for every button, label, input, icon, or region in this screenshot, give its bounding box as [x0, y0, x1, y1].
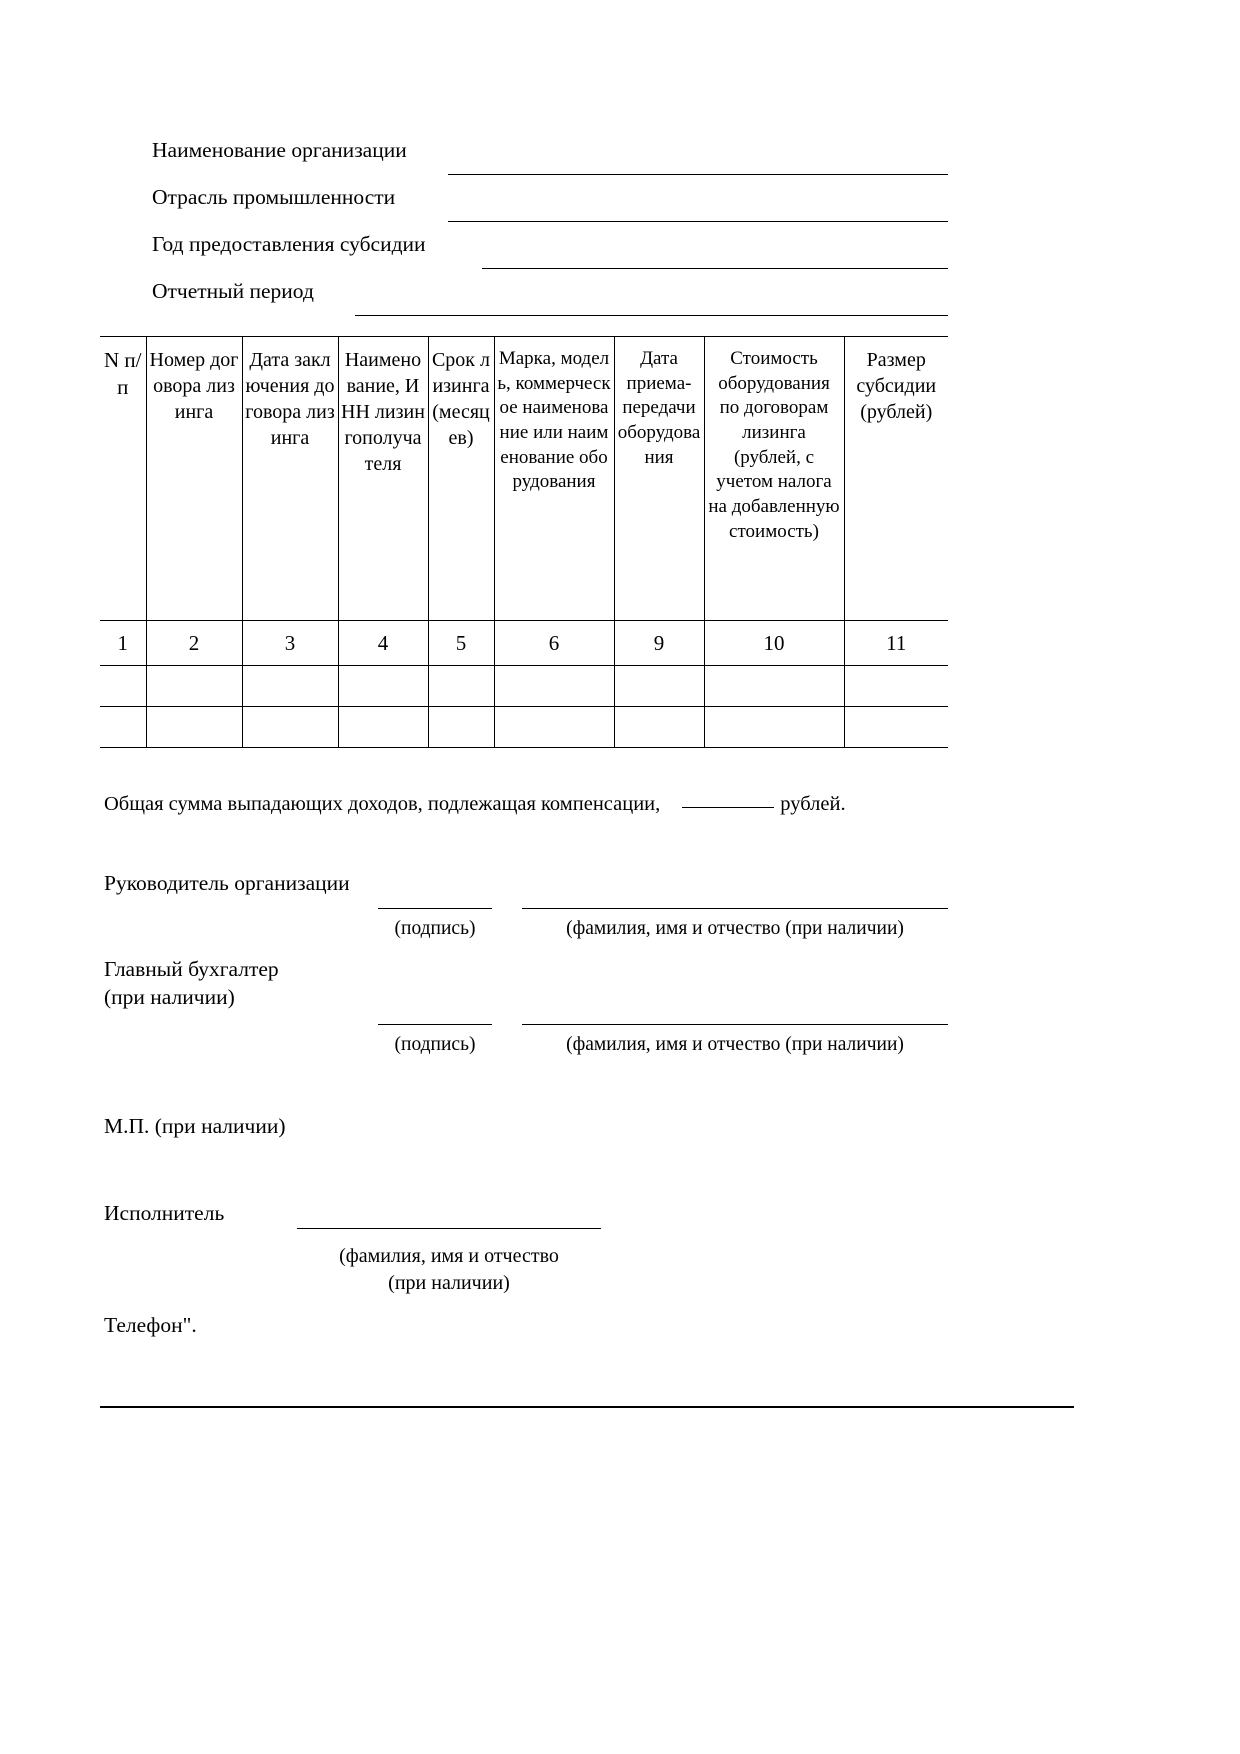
- name-rule-head[interactable]: [522, 908, 948, 909]
- signature-block-head: [0, 866, 1240, 946]
- table-cell[interactable]: [100, 707, 146, 748]
- table-header-label-lease-term: Срок лизинга (месяцев): [431, 349, 491, 449]
- total-compensation-input[interactable]: [682, 806, 774, 808]
- signature-caption-accountant: (подпись): [394, 1034, 476, 1055]
- table-cell[interactable]: [494, 666, 614, 707]
- column-number-cell: 1: [100, 621, 146, 666]
- total-compensation-line: [104, 793, 964, 816]
- field-label-report-period: Отчетный период: [152, 279, 314, 303]
- column-number-cell: 4: [338, 621, 428, 666]
- table-header-row: [100, 337, 948, 621]
- table-cell[interactable]: [704, 707, 844, 748]
- column-number-cell: 9: [614, 621, 704, 666]
- table-header-label-equipment-model: Марка, модель, коммерческое наименование или наименование оборудования: [497, 348, 611, 493]
- field-rule-industry[interactable]: [448, 221, 948, 222]
- stamp-note: М.П. (при наличии): [104, 1114, 286, 1138]
- table-header-label-equipment-cost: Стоимость оборудования по договорам лизинга (рублей, с учетом налога на добавленную стоимость): [708, 348, 840, 542]
- table-header-cell-subsidy-amount: [844, 337, 948, 621]
- table-header-cell-contract-date: [242, 337, 338, 621]
- phone-label: Телефон".: [104, 1313, 197, 1337]
- signature-role-accountant-line1: Главный бухгалтер: [104, 957, 279, 981]
- table-column-numbers-row: [100, 621, 948, 666]
- header-fields: [100, 134, 948, 322]
- table-cell[interactable]: [100, 666, 146, 707]
- table-cell[interactable]: [428, 707, 494, 748]
- performer-label: Исполнитель: [104, 1201, 225, 1225]
- name-caption-head: (фамилия, имя и отчество (при наличии): [566, 918, 904, 939]
- signature-rule-accountant[interactable]: [378, 1024, 492, 1025]
- table-header-cell-contract-number: [146, 337, 242, 621]
- table-header-cell-lessee-name-inn: [338, 337, 428, 621]
- table-cell[interactable]: [146, 666, 242, 707]
- table-row[interactable]: [100, 666, 948, 707]
- table-header-label-contract-date: Дата заключения договора лизинга: [245, 349, 335, 449]
- performer-caption-line2: (при наличии): [388, 1272, 510, 1294]
- column-number-cell: 5: [428, 621, 494, 666]
- table-header-cell-handover-date: [614, 337, 704, 621]
- signature-rule-head[interactable]: [378, 908, 492, 909]
- table-header-label-index: N п/п: [104, 348, 142, 400]
- table-cell[interactable]: [242, 666, 338, 707]
- table-header-cell-lease-term: [428, 337, 494, 621]
- field-label-organization: Наименование организации: [152, 138, 407, 162]
- field-rule-report-period[interactable]: [355, 315, 948, 316]
- signature-caption-head: (подпись): [394, 918, 476, 939]
- field-rule-organization[interactable]: [448, 174, 948, 175]
- signature-block-accountant: [0, 952, 1240, 1062]
- table-row[interactable]: [100, 707, 948, 748]
- total-compensation-unit: рублей.: [780, 793, 846, 815]
- column-number-cell: 11: [844, 621, 948, 666]
- table-header-label-handover-date: Дата приема-передачи оборудования: [617, 348, 701, 468]
- field-row-subsidy-year: [100, 228, 948, 275]
- performer-caption: [297, 1243, 601, 1297]
- table-cell[interactable]: [428, 666, 494, 707]
- table-cell[interactable]: [338, 666, 428, 707]
- table-cell[interactable]: [242, 707, 338, 748]
- field-row-industry: [100, 181, 948, 228]
- column-number-cell: 6: [494, 621, 614, 666]
- column-number-cell: 3: [242, 621, 338, 666]
- table-header-cell-index: [100, 337, 146, 621]
- total-compensation-label: Общая сумма выпадающих доходов, подлежащая компенсации,: [104, 793, 661, 815]
- table-cell[interactable]: [614, 666, 704, 707]
- table-cell[interactable]: [494, 707, 614, 748]
- column-number-cell: 2: [146, 621, 242, 666]
- table-cell[interactable]: [614, 707, 704, 748]
- signature-role-head: Руководитель организации: [104, 871, 350, 895]
- name-caption-accountant: (фамилия, имя и отчество (при наличии): [566, 1034, 904, 1055]
- table-header-label-lessee-name-inn: Наименование, ИНН лизингополучателя: [341, 349, 425, 475]
- table-header-label-contract-number: Номер договора лизинга: [149, 349, 239, 423]
- table-cell[interactable]: [146, 707, 242, 748]
- name-rule-accountant[interactable]: [522, 1024, 948, 1025]
- field-rule-subsidy-year[interactable]: [482, 268, 948, 269]
- table-header-label-subsidy-amount: Размер субсидии (рублей): [856, 349, 937, 423]
- footer-divider: [100, 1406, 1074, 1408]
- table-cell[interactable]: [338, 707, 428, 748]
- table-header-cell-equipment-model: [494, 337, 614, 621]
- field-label-industry: Отрасль промышленности: [152, 185, 396, 209]
- field-row-report-period: [100, 275, 948, 322]
- signature-role-accountant-line2: (при наличии): [104, 985, 235, 1009]
- leasing-table: [100, 336, 948, 748]
- table-cell[interactable]: [704, 666, 844, 707]
- table-cell[interactable]: [844, 666, 948, 707]
- performer-rule[interactable]: [297, 1228, 601, 1229]
- leasing-table-wrapper: [100, 336, 948, 748]
- column-number-cell: 10: [704, 621, 844, 666]
- performer-caption-line1: (фамилия, имя и отчество: [339, 1245, 559, 1267]
- field-label-subsidy-year: Год предоставления субсидии: [152, 232, 426, 256]
- table-cell[interactable]: [844, 707, 948, 748]
- field-row-organization: [100, 134, 948, 181]
- table-header-cell-equipment-cost: [704, 337, 844, 621]
